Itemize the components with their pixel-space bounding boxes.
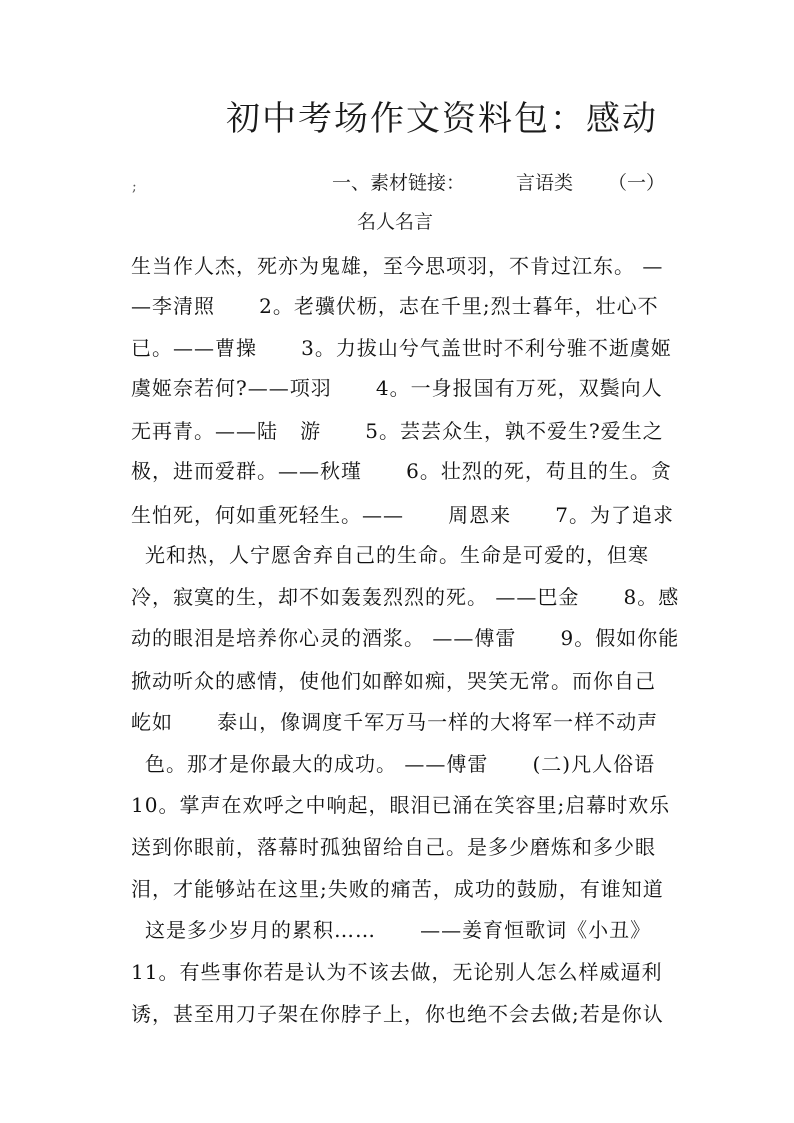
body-line: 无再青。——陆 游 5。芸芸众生，孰不爱生?爱生之 (131, 419, 664, 443)
body-line: —李清照 2。老骥伏枥，志在千里;烈士暮年，壮心不 (131, 294, 659, 318)
body-line: 冷，寂寞的生，却不如轰轰烈烈的死。 ——巴金 8。感 (131, 585, 680, 609)
body-line: 泪，才能够站在这里;失败的痛苦，成功的鼓励，有谁知道 (131, 877, 664, 901)
section-heading: 一、素材链接： (332, 172, 466, 194)
body-line: 屹如 泰山，像调度千军万马一样的大将军一样不动声 (131, 710, 659, 734)
body-line: 生当作人杰，死亦为鬼雄，至今思项羽，不肯过江东。 — (131, 254, 664, 278)
stray-mark: ; (132, 179, 137, 195)
body-line: 诱，甚至用刀子架在你脖子上，你也绝不会去做;若是你认 (131, 1002, 664, 1026)
body-line: 送到你眼前，落幕时孤独留给自己。是多少磨炼和多少眼 (131, 835, 656, 859)
body-line: 虞姬奈若何?——项羽 4。一身报国有万死，双鬓向人 (131, 376, 663, 400)
body-line: 11。有些事你若是认为不该去做，无论别人怎么样威逼利 (131, 960, 663, 984)
body-line: 动的眼泪是培养你心灵的酒浆。 ——傅雷 9。假如你能 (131, 626, 680, 650)
body-line: 这是多少岁月的累积…… ——姜育恒歌词《小丑》 (145, 918, 652, 942)
body-line: 掀动听众的感情，使他们如醉如痴，哭笑无常。而你自己 (131, 669, 656, 693)
category-label: 言语类 (516, 172, 574, 194)
body-line: 生怕死，何如重死轻生。—— 周恩来 7。为了追求 (131, 503, 675, 527)
body-line: 10。掌声在欢呼之中响起，眼泪已涌在笑容里;启幕时欢乐 (131, 793, 671, 817)
body-line: 极，进而爱群。——秋瑾 6。壮烈的死，苟且的生。贪 (131, 459, 672, 483)
sub-heading: 名人名言 (357, 211, 434, 233)
body-line: 色。那才是你最大的成功。 ——傅雷 (二)凡人俗语 (145, 752, 656, 776)
document-title: 初中考场作文资料包：感动 (226, 99, 658, 139)
body-line: 光和热，人宁愿舍弃自己的生命。生命是可爱的，但寒 (145, 543, 649, 567)
sub-number: （一） (608, 172, 666, 194)
body-line: 已。——曹操 3。力拔山兮气盖世时不利兮骓不逝虞姬 (131, 336, 672, 360)
